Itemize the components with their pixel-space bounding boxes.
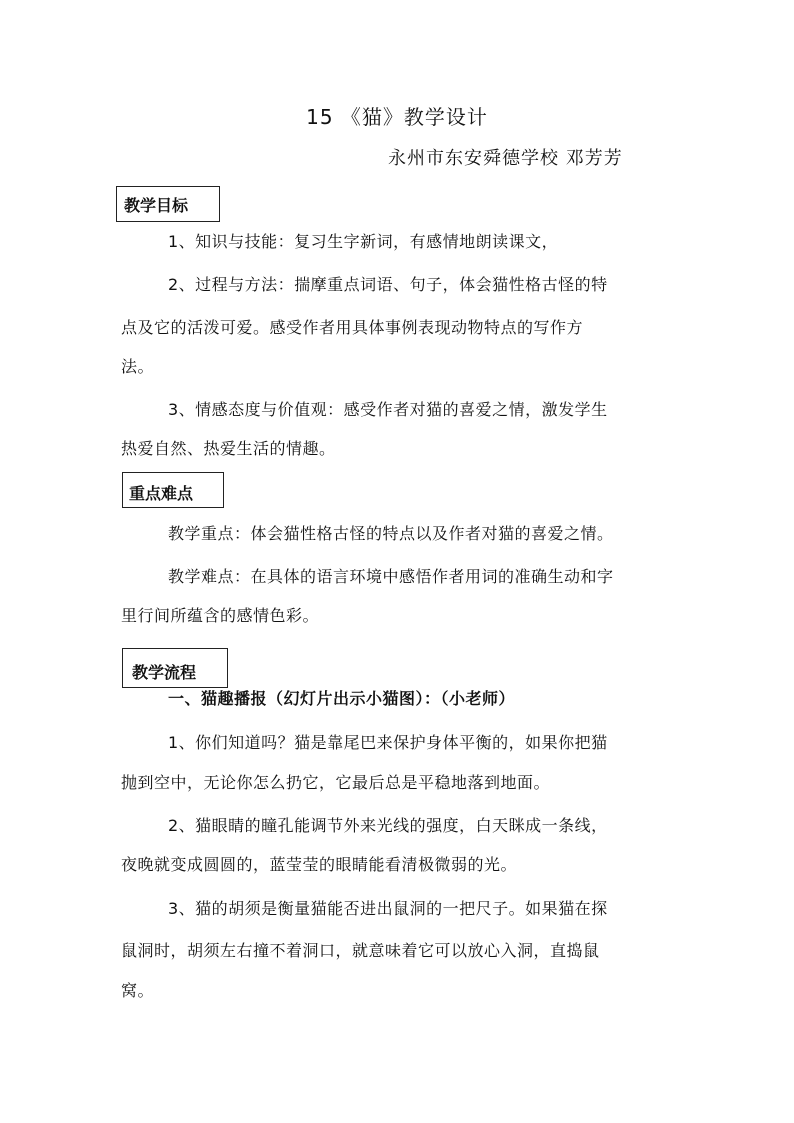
goals-line: 热爱自然、热爱生活的情趣。 (121, 439, 336, 458)
page-title: 15 《猫》教学设计 (306, 105, 488, 129)
process-line: 窝。 (121, 981, 155, 1000)
process-line: 2、猫眼睛的瞳孔能调节外来光线的强度，白天眯成一条线， (168, 816, 608, 835)
author-line: 永州市东安舜德学校 邓芳芳 (388, 148, 623, 169)
goals-line: 2、过程与方法：揣摩重点词语、句子，体会猫性格古怪的特 (168, 275, 608, 294)
section-heading-keypoints: 重点难点 (129, 484, 194, 503)
goals-line: 1、知识与技能：复习生字新词，有感情地朗读课文， (168, 232, 559, 251)
process-line: 夜晚就变成圆圆的，蓝莹莹的眼睛能看清极微弱的光。 (121, 855, 518, 874)
goals-line: 3、情感态度与价值观：感受作者对猫的喜爱之情，激发学生 (168, 400, 608, 419)
goals-line: 点及它的活泼可爱。感受作者用具体事例表现动物特点的写作方 (121, 318, 584, 337)
goals-line: 法。 (121, 357, 155, 376)
process-line: 1、你们知道吗？猫是靠尾巴来保护身体平衡的，如果你把猫 (168, 733, 608, 752)
process-subheading: 一、猫趣播报（幻灯片出示小猫图）：（小老师） (168, 689, 516, 708)
keypoints-line: 里行间所蕴含的感情色彩。 (121, 606, 320, 625)
keypoints-line: 教学重点：体会猫性格古怪的特点以及作者对猫的喜爱之情。 (168, 524, 614, 543)
process-line: 鼠洞时，胡须左右撞不着洞口，就意味着它可以放心入洞，直捣鼠 (121, 941, 600, 960)
section-heading-goals: 教学目标 (124, 196, 189, 215)
process-line: 3、猫的胡须是衡量猫能否进出鼠洞的一把尺子。如果猫在探 (168, 899, 608, 918)
process-line: 抛到空中，无论你怎么扔它，它最后总是平稳地落到地面。 (121, 773, 551, 792)
section-heading-process: 教学流程 (132, 663, 197, 682)
keypoints-line: 教学难点：在具体的语言环境中感悟作者用词的准确生动和字 (168, 567, 614, 586)
